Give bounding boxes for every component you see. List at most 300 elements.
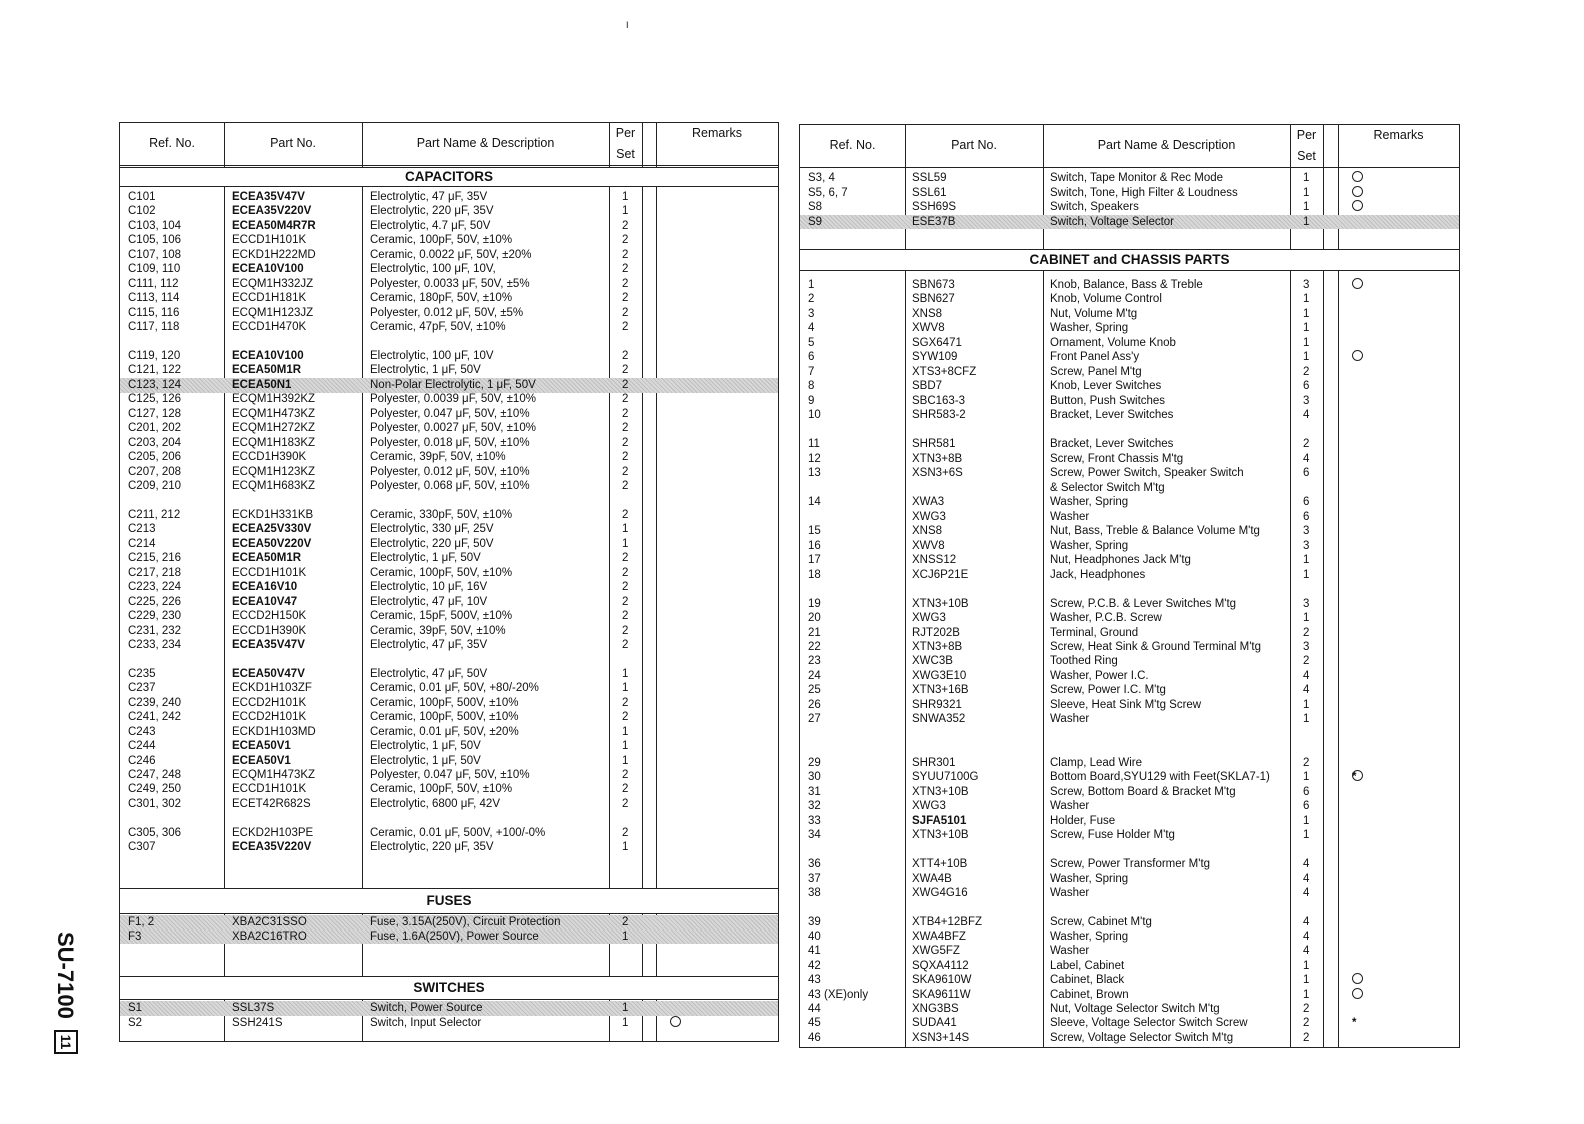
table-row xyxy=(800,582,1459,597)
table-row xyxy=(800,712,1459,727)
table-row xyxy=(120,725,778,740)
ref-no: C225, 226 xyxy=(128,595,182,608)
part-description: Washer, Spring xyxy=(1050,872,1129,885)
part-description: Screw, Cabinet M'tg xyxy=(1050,916,1152,929)
quantity: 1 xyxy=(1303,293,1310,306)
part-no: XWA4BFZ xyxy=(912,930,966,943)
part-description: Switch, Input Selector xyxy=(370,1016,482,1029)
left-table-header xyxy=(120,123,778,166)
part-no: XBA2C31SSO xyxy=(232,916,307,928)
ref-no: 37 xyxy=(808,872,821,885)
part-no: SHR581 xyxy=(912,438,956,451)
table-row xyxy=(120,915,778,930)
part-description: Jack, Headphones xyxy=(1050,568,1146,581)
quantity: 2 xyxy=(622,711,629,724)
part-no: XTN3+10B xyxy=(912,829,969,842)
quantity: 1 xyxy=(1303,307,1310,320)
quantity: 2 xyxy=(1303,626,1310,639)
ref-no: C205, 206 xyxy=(128,451,182,464)
table-row xyxy=(800,495,1459,510)
part-no: ECEA50M1R xyxy=(232,364,302,377)
part-no: XWA3 xyxy=(912,496,945,509)
quantity: 3 xyxy=(1303,525,1310,538)
part-no: XWG5FZ xyxy=(912,945,960,958)
ref-no: C249, 250 xyxy=(128,783,182,796)
part-description: Electrolytic, 100 μF, 10V, xyxy=(370,263,496,276)
table-row xyxy=(800,930,1459,945)
ref-no: 25 xyxy=(808,684,821,697)
table-row xyxy=(120,1016,778,1031)
table-row xyxy=(800,901,1459,916)
part-description: Screw, Power Switch, Speaker Switch xyxy=(1050,467,1244,480)
table-row xyxy=(120,190,778,205)
ref-no: C235 xyxy=(128,667,156,680)
table-row xyxy=(120,696,778,711)
table-row xyxy=(120,392,778,407)
part-description: Ceramic, 39pF, 50V, ±10% xyxy=(370,451,506,464)
table-row xyxy=(120,624,778,639)
part-description: Electrolytic, 47 μF, 50V xyxy=(370,667,488,680)
ref-no: C111, 112 xyxy=(128,277,179,290)
table-row xyxy=(120,840,778,855)
part-description: Electrolytic, 100 μF, 10V xyxy=(370,349,494,362)
part-no: SSH241S xyxy=(232,1016,283,1029)
part-no: ECCD1H101K xyxy=(232,783,307,796)
ref-no: 43 xyxy=(808,974,821,987)
ref-no: 43 (XE)only xyxy=(808,988,869,1001)
quantity: 1 xyxy=(622,523,629,536)
table-row xyxy=(800,423,1459,438)
part-no: SQXA4112 xyxy=(912,959,969,972)
capacitors-section-title: CAPACITORS xyxy=(120,167,778,187)
part-no: RJT202B xyxy=(912,626,960,639)
remarks-header: Remarks xyxy=(691,126,742,140)
table-row: 30 SYUU7100G Bottom Board,SYU129 with Feet(SKLA7-1) 1 * xyxy=(800,770,1459,785)
part-no: SBD7 xyxy=(912,380,943,393)
ref-no: S2 xyxy=(128,1016,143,1029)
part-no: ECEA16V10 xyxy=(232,581,298,594)
part-no: ECKD1H222MD xyxy=(232,248,316,261)
table-row xyxy=(800,466,1459,481)
part-no: ECEA50V220V xyxy=(232,537,312,550)
part-description: Ceramic, 180pF, 50V, ±10% xyxy=(370,292,513,305)
part-no: ECEA35V47V xyxy=(232,191,305,203)
part-description: Electrolytic, 330 μF, 25V xyxy=(370,523,494,536)
table-row xyxy=(800,669,1459,684)
part-description: Toothed Ring xyxy=(1050,655,1118,668)
part-description: Ceramic, 0.0022 μF, 50V, ±20% xyxy=(370,248,532,261)
ref-no: C115, 116 xyxy=(128,306,180,319)
ref-no: 17 xyxy=(808,554,821,567)
table-row xyxy=(120,811,778,826)
table-row xyxy=(800,741,1459,756)
table-row xyxy=(800,510,1459,525)
ref-no: F3 xyxy=(128,930,142,943)
quantity: 2 xyxy=(622,263,629,276)
part-description: Ceramic, 100pF, 500V, ±10% xyxy=(370,696,519,709)
part-description: Polyester, 0.0033 μF, 50V, ±5% xyxy=(370,277,530,290)
part-no: ECET42R682S xyxy=(232,797,311,810)
table-row xyxy=(800,698,1459,713)
table-row xyxy=(800,437,1459,452)
part-no: SBN673 xyxy=(912,279,955,291)
part-description: Bracket, Lever Switches xyxy=(1050,409,1174,422)
table-row xyxy=(800,278,1459,293)
table-row xyxy=(120,537,778,552)
part-description: Switch, Tape Monitor & Rec Mode xyxy=(1050,172,1224,184)
quantity: 1 xyxy=(622,754,629,767)
quantity: 6 xyxy=(1303,510,1310,523)
right-parts-table xyxy=(799,124,1460,1048)
quantity: 1 xyxy=(1303,215,1310,228)
table-row xyxy=(800,321,1459,336)
left-parts-table xyxy=(119,122,779,1042)
quantity: 2 xyxy=(622,783,629,796)
part-no: ECEA35V220V xyxy=(232,841,312,854)
part-no: ECQM1H473KZ xyxy=(232,407,316,420)
part-description: Screw, Fuse Holder M'tg xyxy=(1050,829,1175,842)
quantity: 1 xyxy=(1303,959,1310,972)
part-no: ECCD1H101K xyxy=(232,234,307,247)
ref-no: F1, 2 xyxy=(128,916,155,928)
table-row xyxy=(800,350,1459,365)
part-no: ECQM1H123KZ xyxy=(232,465,316,478)
ref-no: 3 xyxy=(808,307,815,320)
quantity: 3 xyxy=(1303,597,1310,610)
quantity: 4 xyxy=(1303,916,1310,929)
table-row xyxy=(120,465,778,480)
quantity: 4 xyxy=(1303,409,1310,422)
part-no: XTN3+16B xyxy=(912,684,969,697)
ref-no: C207, 208 xyxy=(128,465,182,478)
table-row xyxy=(800,408,1459,423)
part-header: Part No. xyxy=(270,136,316,150)
ref-no: C239, 240 xyxy=(128,696,182,709)
quantity: 1 xyxy=(1303,612,1310,625)
model-label: SU-7100 xyxy=(53,932,78,1019)
ref-header: Ref. No. xyxy=(829,138,876,152)
part-description: Label, Cabinet xyxy=(1050,959,1125,972)
part-no: ECEA50M4R7R xyxy=(232,219,316,232)
part-description: Electrolytic, 47 μF, 10V xyxy=(370,595,488,608)
part-header: Part No. xyxy=(951,138,997,152)
part-no: XWG3E10 xyxy=(912,669,967,682)
table-row xyxy=(120,522,778,537)
quantity: 2 xyxy=(622,826,629,839)
part-description: Electrolytic, 4.7 μF, 50V xyxy=(370,219,491,232)
part-no: XNSS12 xyxy=(912,554,957,567)
ref-no: C217, 218 xyxy=(128,566,182,579)
part-no: ECQM1H123JZ xyxy=(232,306,314,319)
table-row xyxy=(800,944,1459,959)
ref-no: 5 xyxy=(808,336,815,349)
part-description: Knob, Volume Control xyxy=(1050,293,1162,306)
table-row xyxy=(120,782,778,797)
ref-no: 21 xyxy=(808,626,821,639)
quantity: 1 xyxy=(622,725,629,738)
part-description: Ceramic, 0.01 μF, 50V, +80/-20% xyxy=(370,682,539,695)
ref-no: 4 xyxy=(808,322,815,335)
ref-no: 30 xyxy=(808,771,821,784)
ref-no: C117, 118 xyxy=(128,321,180,334)
table-row xyxy=(120,609,778,624)
table-row xyxy=(120,768,778,783)
ref-no: C305, 306 xyxy=(128,826,182,839)
part-no: SJFA5101 xyxy=(912,814,967,827)
table-row xyxy=(800,988,1459,1003)
quantity: 2 xyxy=(622,248,629,261)
ref-no: 9 xyxy=(808,394,815,407)
ref-no: 34 xyxy=(808,829,821,842)
table-row xyxy=(800,215,1459,230)
part-description: Clamp, Lead Wire xyxy=(1050,756,1143,769)
part-no: SKA9611W xyxy=(912,988,971,1001)
table-row xyxy=(800,200,1459,215)
part-description: Ceramic, 330pF, 50V, ±10% xyxy=(370,508,513,521)
table-row xyxy=(120,1001,778,1016)
ref-no: S8 xyxy=(808,201,823,213)
part-no: XWC3B xyxy=(912,655,953,668)
part-no: ECEA10V47 xyxy=(232,595,298,608)
part-description: Screw, Power Transformer M'tg xyxy=(1050,858,1211,871)
quantity: 4 xyxy=(1303,887,1310,900)
ref-no: C201, 202 xyxy=(128,422,182,435)
part-no: XWV8 xyxy=(912,322,945,335)
table-row xyxy=(800,799,1459,814)
part-description: Washer xyxy=(1050,887,1090,900)
ref-no: S9 xyxy=(808,215,823,228)
table-row xyxy=(120,930,778,945)
table-row xyxy=(800,814,1459,829)
per-header: Per xyxy=(1296,128,1317,142)
quantity: 2 xyxy=(622,624,629,637)
ref-no: 40 xyxy=(808,930,821,943)
part-description: Holder, Fuse xyxy=(1050,814,1116,827)
quantity: 1 xyxy=(1303,814,1310,827)
table-row xyxy=(120,204,778,219)
part-description: Polyester, 0.068 μF, 50V, ±10% xyxy=(370,480,530,492)
quantity: 1 xyxy=(622,1016,629,1029)
ref-no: 2 xyxy=(808,293,815,306)
table-row xyxy=(800,452,1459,467)
remarks-header: Remarks xyxy=(1373,128,1424,142)
part-no: ECCD2H101K xyxy=(232,696,307,709)
table-row xyxy=(800,553,1459,568)
part-description: Bracket, Lever Switches xyxy=(1050,438,1174,451)
part-description: Ceramic, 0.01 μF, 50V, ±20% xyxy=(370,725,519,738)
quantity: 4 xyxy=(1303,684,1310,697)
quantity: 1 xyxy=(622,537,629,550)
table-row xyxy=(120,551,778,566)
table-row xyxy=(800,186,1459,201)
quantity: 1 xyxy=(1303,771,1310,784)
part-description: Ceramic, 100pF, 50V, ±10% xyxy=(370,566,513,579)
ref-no: 38 xyxy=(808,887,821,900)
part-no: ECCD1H181K xyxy=(232,292,307,305)
ref-no: C109, 110 xyxy=(128,263,181,276)
part-no: XNS8 xyxy=(912,525,943,538)
quantity: 2 xyxy=(622,508,629,521)
ref-no: C105, 106 xyxy=(128,234,182,247)
table-row xyxy=(120,797,778,812)
part-description: Washer, Power I.C. xyxy=(1050,669,1149,682)
part-description: Polyester, 0.012 μF, 50V, ±5% xyxy=(370,306,524,319)
per-header: Per xyxy=(615,126,636,140)
ref-no: 27 xyxy=(808,713,821,726)
part-description: Cabinet, Brown xyxy=(1050,988,1129,1001)
part-description: Screw, Bottom Board & Bracket M'tg xyxy=(1050,785,1236,798)
table-row xyxy=(120,436,778,451)
part-description: Electrolytic, 220 μF, 35V xyxy=(370,205,494,218)
ref-no: 46 xyxy=(808,1031,821,1044)
quantity: 2 xyxy=(622,378,629,391)
ref-no: S3, 4 xyxy=(808,172,835,184)
quantity: 2 xyxy=(622,916,629,928)
part-no: ECEA50V47V xyxy=(232,667,305,680)
part-description: Electrolytic, 1 μF, 50V xyxy=(370,754,481,767)
table-row xyxy=(800,336,1459,351)
ref-no: C103, 104 xyxy=(128,219,182,232)
table-row xyxy=(120,421,778,436)
quantity: 1 xyxy=(1303,322,1310,335)
table-row xyxy=(800,683,1459,698)
table-row xyxy=(800,727,1459,742)
part-no: ECQM1H683KZ xyxy=(232,480,316,492)
part-description: Polyester, 0.0039 μF, 50V, ±10% xyxy=(370,393,536,406)
quantity: 6 xyxy=(1303,800,1310,813)
part-description: Terminal, Ground xyxy=(1050,626,1139,639)
quantity: 1 xyxy=(1303,829,1310,842)
table-row xyxy=(800,872,1459,887)
ref-no: 11 xyxy=(808,438,820,451)
part-description: Fuse, 3.15A(250V), Circuit Protection xyxy=(370,916,561,928)
part-no: SGX6471 xyxy=(912,336,962,349)
part-description: Switch, Power Source xyxy=(370,1002,483,1014)
table-row xyxy=(120,580,778,595)
table-row xyxy=(120,710,778,725)
table-row xyxy=(800,307,1459,322)
quantity: 1 xyxy=(622,930,629,943)
part-description: Knob, Balance, Bass & Treble xyxy=(1050,279,1203,291)
part-no: ECEA50V1 xyxy=(232,754,291,767)
part-description: Washer xyxy=(1050,510,1090,523)
table-row xyxy=(120,450,778,465)
quantity: 1 xyxy=(1303,698,1310,711)
quantity: 2 xyxy=(622,638,629,651)
part-no: SBC163-3 xyxy=(912,394,966,407)
table-row xyxy=(120,349,778,364)
table-row xyxy=(800,640,1459,655)
ref-no: 12 xyxy=(808,452,821,465)
table-row xyxy=(800,959,1459,974)
part-description: Non-Polar Electrolytic, 1 μF, 50V xyxy=(370,378,536,391)
part-description: Washer xyxy=(1050,800,1090,813)
part-no: SKA9610W xyxy=(912,974,972,987)
table-row xyxy=(120,363,778,378)
part-description: Switch, Tone, High Filter & Loudness xyxy=(1050,186,1238,199)
table-row xyxy=(120,739,778,754)
ref-no: 7 xyxy=(808,365,815,378)
part-no: XWG3 xyxy=(912,800,946,813)
ref-no: C211, 212 xyxy=(128,508,181,521)
table-row xyxy=(120,306,778,321)
table-row: 45 SUDA41 Sleeve, Voltage Selector Switch Screw 2 * xyxy=(808,1017,1357,1030)
table-row xyxy=(120,262,778,277)
part-no: ECEA25V330V xyxy=(232,523,312,536)
part-no: XWG3 xyxy=(912,612,946,625)
part-no: SHR583-2 xyxy=(912,409,966,422)
part-no: ECCD2H101K xyxy=(232,711,307,724)
ref-no: 14 xyxy=(808,496,821,509)
quantity: 2 xyxy=(622,393,629,406)
quantity: 4 xyxy=(1303,452,1310,465)
part-description: Ceramic, 100pF, 500V, ±10% xyxy=(370,711,519,724)
top-mark: I xyxy=(626,20,629,30)
quantity: 1 xyxy=(1303,201,1310,213)
part-no: ECKD1H103MD xyxy=(232,725,316,738)
part-no: XNS8 xyxy=(912,307,943,320)
quantity: 4 xyxy=(1303,669,1310,682)
part-no: ECCD2H150K xyxy=(232,610,307,623)
quantity: 6 xyxy=(1303,467,1310,480)
part-description: Screw, Power I.C. M'tg xyxy=(1050,684,1166,697)
table-row xyxy=(800,568,1459,583)
part-no: XTS3+8CFZ xyxy=(912,365,977,378)
part-description: Electrolytic, 220 μF, 35V xyxy=(370,841,494,854)
part-no: ECEA10V100 xyxy=(232,349,304,362)
table-row xyxy=(120,277,778,292)
part-no: XTN3+10B xyxy=(912,597,969,610)
table-row xyxy=(120,754,778,769)
part-description: Knob, Lever Switches xyxy=(1050,380,1162,393)
part-description: Washer, Spring xyxy=(1050,539,1129,552)
table-row xyxy=(800,379,1459,394)
part-no: ECEA10V100 xyxy=(232,263,304,276)
ref-no: C243 xyxy=(128,725,156,738)
quantity: 2 xyxy=(622,364,629,377)
ref-no: 32 xyxy=(808,800,821,813)
ref-no: 8 xyxy=(808,380,815,393)
table-row xyxy=(120,248,778,263)
part-description: Ceramic, 0.01 μF, 500V, +100/-0% xyxy=(370,826,546,839)
part-no: ECEA50M1R xyxy=(232,552,302,565)
part-description: Washer, Spring xyxy=(1050,322,1129,335)
quantity: 1 xyxy=(622,1002,629,1014)
part-no: SSL61 xyxy=(912,186,947,199)
ref-no: 22 xyxy=(808,641,821,653)
ref-no: C237 xyxy=(128,682,156,695)
part-no: ECEA50N1 xyxy=(232,378,292,391)
quantity: 1 xyxy=(1303,568,1310,581)
part-description: Washer, Spring xyxy=(1050,930,1129,943)
quantity: 3 xyxy=(1303,394,1310,407)
table-row xyxy=(800,171,1459,186)
part-description: Screw, P.C.B. & Lever Switches M'tg xyxy=(1050,597,1237,610)
part-no: XTN3+8B xyxy=(912,641,963,653)
name-header: Part Name & Description xyxy=(416,136,555,150)
ref-no: 45 xyxy=(808,1017,821,1030)
quantity: 2 xyxy=(622,595,629,608)
table-row xyxy=(120,566,778,581)
page-number: 11 xyxy=(54,1030,78,1054)
ref-no: 44 xyxy=(808,1003,821,1015)
part-description: Washer xyxy=(1050,713,1090,726)
table-row xyxy=(120,667,778,682)
part-description: Washer, P.C.B. Screw xyxy=(1050,612,1162,625)
name-header: Part Name & Description xyxy=(1097,138,1236,152)
part-no: ECQM1H392KZ xyxy=(232,393,316,406)
quantity: 2 xyxy=(622,769,629,781)
